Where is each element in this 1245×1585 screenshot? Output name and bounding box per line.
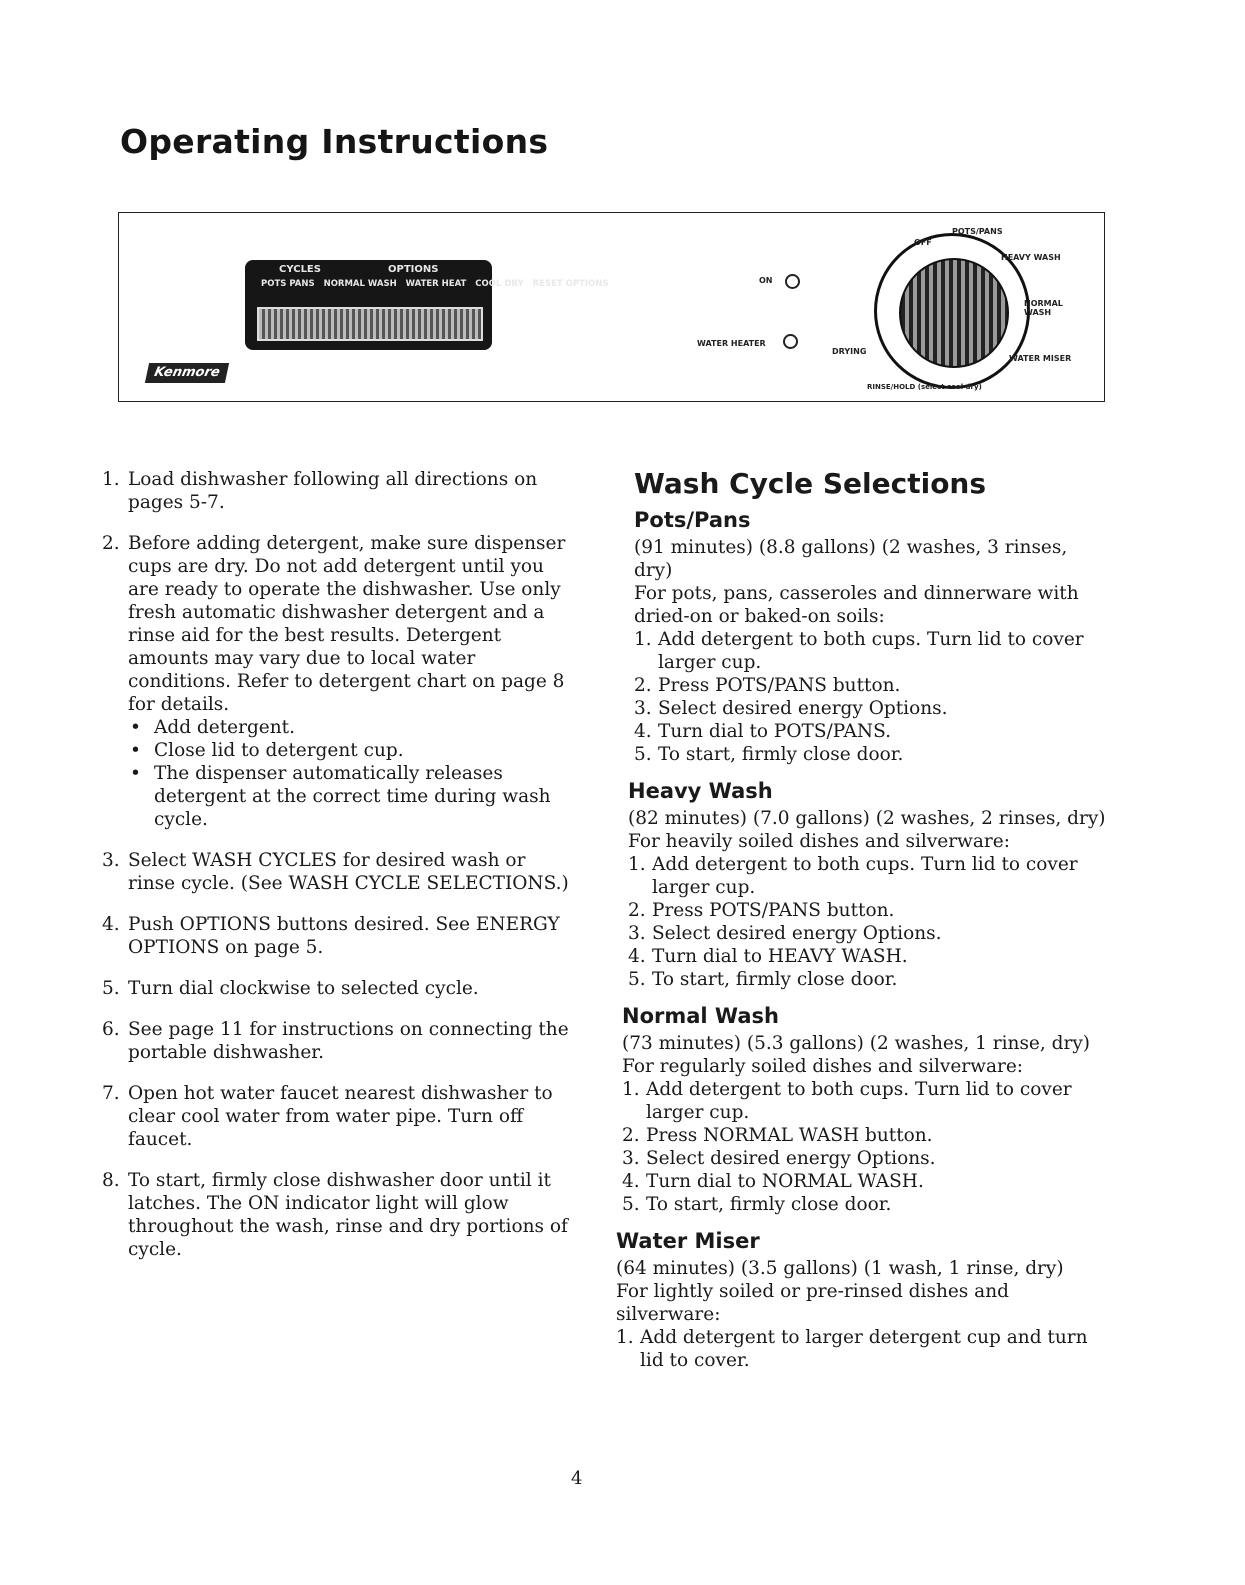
step-text: Turn dial clockwise to selected cycle. [128, 978, 479, 999]
step-number: 8. [102, 1170, 120, 1191]
step-text: Add detergent to both cups. Turn lid to cover larger cup. [652, 854, 1078, 898]
list-item: 2. Press POTS/PANS button. [628, 900, 895, 921]
cycle-heading: Heavy Wash [628, 779, 773, 803]
list-item [92, 532, 572, 831]
brand-logo: Kenmore [145, 363, 229, 383]
list-item: 2. Press POTS/PANS button. [634, 675, 901, 696]
step-text: Press NORMAL WASH button. [646, 1125, 933, 1146]
list-item: 5. To start, firmly close door. [634, 744, 904, 765]
cycle-water-miser [616, 1230, 1110, 1372]
bullet-item: • The dispenser automatically releases detergent at the correct time during wash cycle. [128, 762, 572, 831]
step-text: Press POTS/PANS button. [658, 675, 901, 696]
step-text: Load dishwasher following all directions on pages 5-7. [128, 469, 538, 513]
bullet-list [128, 716, 572, 831]
step-text: Push OPTIONS buttons desired. See ENERGY OPTIONS on page 5. [128, 914, 560, 958]
list-item [92, 468, 572, 514]
step-number: 6. [102, 1019, 120, 1040]
step-text: To start, firmly close door. [652, 969, 898, 990]
cycle-description: For pots, pans, casseroles and dinnerware with dried-on or baked-on soils: [634, 583, 1079, 627]
step-number: 7. [102, 1083, 120, 1104]
cycle-normal-wash [622, 1005, 1110, 1216]
list-item: 3. Select desired energy Options. [628, 923, 942, 944]
page-title: Operating Instructions [120, 122, 549, 161]
step-text: Select WASH CYCLES for desired wash or rinse cycle. (See WASH CYCLE SELECTIONS.) [128, 850, 569, 894]
list-item [92, 913, 572, 959]
cycle-specs: (82 minutes) (7.0 gallons) (2 washes, 2 rinses, dry) [628, 808, 1106, 829]
cycle-steps [634, 628, 1110, 766]
button-label: WATER HEAT [405, 279, 467, 289]
step-number: 4. [102, 914, 120, 935]
cycle-steps [616, 1326, 1110, 1372]
button-strip [257, 307, 483, 341]
step-number: 1. [102, 469, 120, 490]
step-text: Select desired energy Options. [646, 1148, 936, 1169]
dial-pots-pans-label: POTS/PANS [952, 227, 1003, 236]
water-heater-indicator-label: WATER HEATER [697, 339, 766, 348]
list-item: 1. Add detergent to both cups. Turn lid to cover larger cup. [634, 629, 1084, 673]
list-item [92, 977, 572, 1000]
step-text: To start, firmly close dishwasher door until it latches. The ON indicator light will glow throughout the wash, rinse and dry portions of cycle. [128, 1170, 568, 1260]
button-label: COOL DRY [475, 279, 524, 289]
options-header: OPTIONS [388, 264, 439, 275]
step-text: Turn dial to POTS/PANS. [658, 721, 891, 742]
list-item: 5. To start, firmly close door. [628, 969, 898, 990]
step-text: Select desired energy Options. [652, 923, 942, 944]
cycle-specs: (91 minutes) (8.8 gallons) (2 washes, 3 rinses, dry) [634, 537, 1068, 581]
step-text: Add detergent to larger detergent cup and turn lid to cover. [640, 1327, 1088, 1371]
water-heater-indicator-light [783, 334, 798, 349]
cycle-heading: Water Miser [616, 1229, 760, 1253]
button-label: NORMAL WASH [323, 279, 397, 289]
list-item [92, 1169, 572, 1261]
step-text: To start, firmly close door. [658, 744, 904, 765]
step-text: Before adding detergent, make sure dispenser cups are dry. Do not add detergent until you are ready to operate the dishwasher. Use only fresh automatic dishwasher detergent and a rinse aid for the best results. Detergent amounts may vary due to local water conditions. Refer to detergent chart on page 8 for details. [128, 533, 566, 715]
list-item [92, 1018, 572, 1064]
button-label: POTS PANS [261, 279, 315, 289]
cycle-description: For heavily soiled dishes and silverware: [628, 831, 1010, 852]
list-item: 5. To start, firmly close door. [622, 1194, 892, 1215]
list-item: 4. Turn dial to NORMAL WASH. [622, 1171, 924, 1192]
dial-water-miser-label: WATER MISER [1009, 354, 1072, 363]
list-item: 4. Turn dial to POTS/PANS. [634, 721, 891, 742]
step-text: Turn dial to NORMAL WASH. [646, 1171, 924, 1192]
operating-steps-list [92, 468, 572, 1279]
cycle-description: For regularly soiled dishes and silverware: [622, 1056, 1024, 1077]
cycle-steps [622, 1078, 1110, 1216]
list-item: 1. Add detergent to both cups. Turn lid to cover larger cup. [622, 1079, 1072, 1123]
dial-rinse-hold-label: RINSE/HOLD (select cool dry) [867, 383, 982, 391]
bullet-item: • Add detergent. [128, 716, 572, 739]
dial-heavy-wash-label: HEAVY WASH [1001, 253, 1061, 262]
on-indicator-light [785, 274, 800, 289]
list-item: 1. Add detergent to both cups. Turn lid to cover larger cup. [628, 854, 1078, 898]
cycle-specs: (64 minutes) (3.5 gallons) (1 wash, 1 rinse, dry) [616, 1258, 1064, 1279]
dial-knob [899, 258, 1009, 368]
list-item: 1. Add detergent to larger detergent cup and turn lid to cover. [616, 1327, 1088, 1371]
cycle-description: For lightly soiled or pre-rinsed dishes and silverware: [616, 1281, 1009, 1325]
on-indicator-label: ON [759, 276, 773, 285]
step-text: Press POTS/PANS button. [652, 900, 895, 921]
section-title: Wash Cycle Selections [634, 467, 987, 500]
step-number: 5. [102, 978, 120, 999]
bullet-item: • Close lid to detergent cup. [128, 739, 572, 762]
cycle-heading: Normal Wash [622, 1004, 779, 1028]
button-label: RESET OPTIONS [532, 279, 609, 289]
step-text: Select desired energy Options. [658, 698, 948, 719]
list-item: 3. Select desired energy Options. [634, 698, 948, 719]
list-item: 2. Press NORMAL WASH button. [622, 1125, 933, 1146]
step-text: See page 11 for instructions on connecting the portable dishwasher. [128, 1019, 569, 1063]
step-number: 3. [102, 850, 120, 871]
drying-indicator-label: DRYING [832, 347, 867, 356]
dial-normal-wash-label: NORMAL WASH [1024, 299, 1063, 317]
wash-cycle-selections [616, 467, 1110, 1386]
cycle-heavy-wash [628, 780, 1110, 991]
step-text: Turn dial to HEAVY WASH. [652, 946, 908, 967]
cycle-specs: (73 minutes) (5.3 gallons) (2 washes, 1 rinse, dry) [622, 1033, 1091, 1054]
cycle-steps [628, 853, 1110, 991]
step-text: Add detergent to both cups. Turn lid to cover larger cup. [658, 629, 1084, 673]
cycles-header: CYCLES [279, 264, 321, 275]
step-number: 2. [102, 533, 120, 554]
list-item [92, 849, 572, 895]
dial-off-label: OFF [914, 238, 932, 247]
step-text: To start, firmly close door. [646, 1194, 892, 1215]
step-text: Add detergent to both cups. Turn lid to cover larger cup. [646, 1079, 1072, 1123]
step-text: Open hot water faucet nearest dishwasher to clear cool water from water pipe. Turn off faucet. [128, 1083, 553, 1150]
page-number: 4 [571, 1468, 583, 1489]
control-panel-illustration [118, 212, 1105, 402]
list-item: 4. Turn dial to HEAVY WASH. [628, 946, 908, 967]
list-item: 3. Select desired energy Options. [622, 1148, 936, 1169]
list-item [92, 1082, 572, 1151]
cycle-heading: Pots/Pans [634, 508, 751, 532]
button-labels [261, 280, 615, 289]
cycle-pots-pans [634, 509, 1110, 766]
control-buttons-box [245, 260, 609, 350]
